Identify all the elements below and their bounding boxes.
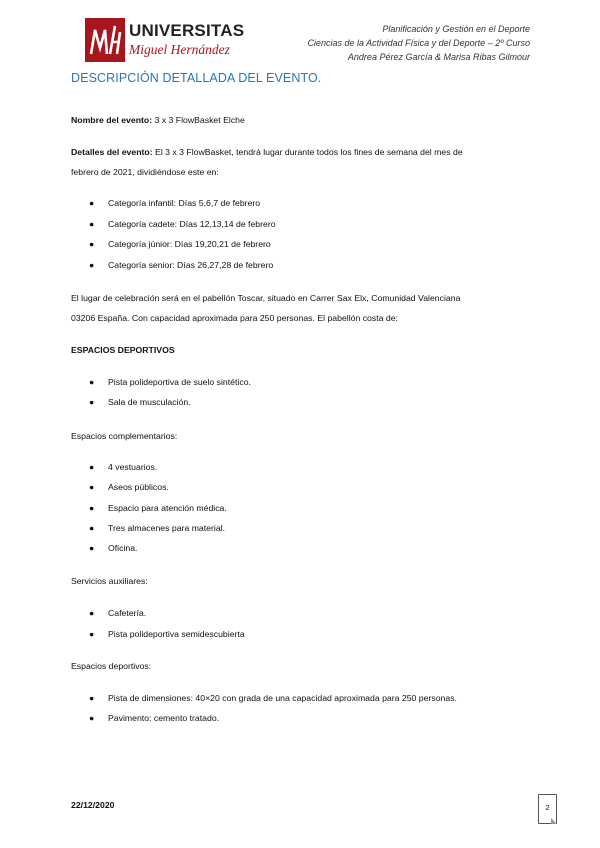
page-number-box — [538, 794, 557, 824]
section-title: DESCRIPCIÓN DETALLADA DEL EVENTO. — [71, 71, 322, 85]
event-details-line1: El 3 x 3 FlowBasket, tendrá lugar durante todos los fines de semana del mes de — [155, 147, 463, 157]
complementary-heading: Espacios complementarios: — [71, 431, 178, 441]
list-item — [89, 461, 157, 473]
list-item-text: Categoría cadete: Días 12,13,14 de febrero — [108, 219, 276, 229]
logo-subtitle: Miguel Hernández — [129, 42, 230, 57]
footer-date: 22/12/2020 — [71, 800, 115, 810]
bullet-icon: ● — [89, 482, 95, 492]
list-item — [89, 502, 227, 514]
event-name-paragraph — [71, 110, 531, 130]
bullet-icon: ● — [89, 377, 95, 387]
list-item — [89, 607, 146, 619]
list-item-text: 4 vestuarios. — [108, 462, 158, 472]
list-item — [89, 481, 169, 493]
bullet-icon: ● — [89, 239, 95, 249]
list-item-text: Cafetería. — [108, 608, 147, 618]
venue-line1: El lugar de celebración será en el pabellón Toscar, situado en Carrer Sax Elx, Comunidad Valenciana — [71, 293, 461, 303]
list-item-text: Pista polideportiva de suelo sintético. — [108, 377, 251, 387]
list-item — [89, 542, 137, 554]
list-item-text: Pista polideportiva semidescubierta — [108, 629, 245, 639]
list-item — [89, 238, 271, 250]
bullet-icon: ● — [89, 629, 95, 639]
bullet-icon: ● — [89, 397, 95, 407]
university-logo — [85, 18, 255, 64]
list-item — [89, 197, 260, 209]
list-item — [89, 628, 245, 640]
list-item-text: Sala de musculación. — [108, 397, 191, 407]
list-item-text: Categoría júnior: Días 19,20,21 de febrero — [108, 239, 271, 249]
list-item-text: Categoría infantil: Días 5,6,7 de febrero — [108, 198, 261, 208]
auxiliary-heading: Servicios auxiliares: — [71, 576, 148, 586]
venue-line2: 03206 España. Con capacidad aproximada para 250 personas. El pabellón costa de: — [71, 313, 398, 323]
list-item — [89, 376, 251, 388]
list-item-text: Aseos públicos. — [108, 482, 169, 492]
bullet-icon: ● — [89, 693, 95, 703]
bullet-icon: ● — [89, 462, 95, 472]
sports-spaces-2-heading: Espacios deportivos: — [71, 661, 152, 671]
heading-text: ESPACIOS DEPORTIVOS — [71, 345, 175, 355]
bullet-icon: ● — [89, 713, 95, 723]
bullet-icon: ● — [89, 543, 95, 553]
list-item — [89, 522, 225, 534]
header-authors: Andrea Pérez García & Marisa Ribas Gilmour — [347, 52, 530, 62]
list-item-text: Pista de dimensiones: 40×20 con grada de una capacidad aproximada para 250 personas. — [108, 693, 457, 703]
list-item-text: Tres almacenes para material. — [108, 523, 226, 533]
event-details-label: Detalles del evento: — [71, 147, 153, 157]
bullet-icon: ● — [89, 260, 95, 270]
page-header — [307, 22, 530, 64]
bullet-icon: ● — [89, 523, 95, 533]
list-item — [89, 712, 219, 724]
bullet-icon: ● — [89, 198, 95, 208]
list-item-text: Oficina. — [108, 543, 138, 553]
list-item-text: Espacio para atención médica. — [108, 503, 227, 513]
header-degree: Ciencias de la Actividad Física y del Deporte – 2º Curso — [307, 38, 530, 48]
sports-spaces-heading — [71, 340, 531, 360]
bullet-icon: ● — [89, 608, 95, 618]
bullet-icon: ● — [89, 503, 95, 513]
list-item — [89, 218, 276, 230]
venue-paragraph — [71, 288, 531, 328]
umh-logo-mark-icon — [85, 18, 125, 62]
event-details-paragraph — [71, 142, 531, 182]
header-course-title: Planificación y Gestión en el Deporte — [382, 24, 530, 34]
event-name-value: 3 x 3 FlowBasket Elche — [154, 115, 245, 125]
list-item — [89, 396, 191, 408]
logo-wordmark: UNIVERSITAS — [129, 21, 245, 40]
event-details-line2: febrero de 2021, dividiéndose este en: — [71, 167, 219, 177]
list-item — [89, 692, 457, 704]
page-fold-icon — [551, 818, 557, 824]
page-number: 2 — [545, 803, 550, 812]
list-item-text: Categoría senior: Días 26,27,28 de febrero — [108, 260, 274, 270]
list-item — [89, 259, 273, 271]
list-item-text: Pavimento: cemento tratado. — [108, 713, 220, 723]
event-name-label: Nombre del evento: — [71, 115, 153, 125]
bullet-icon: ● — [89, 219, 95, 229]
